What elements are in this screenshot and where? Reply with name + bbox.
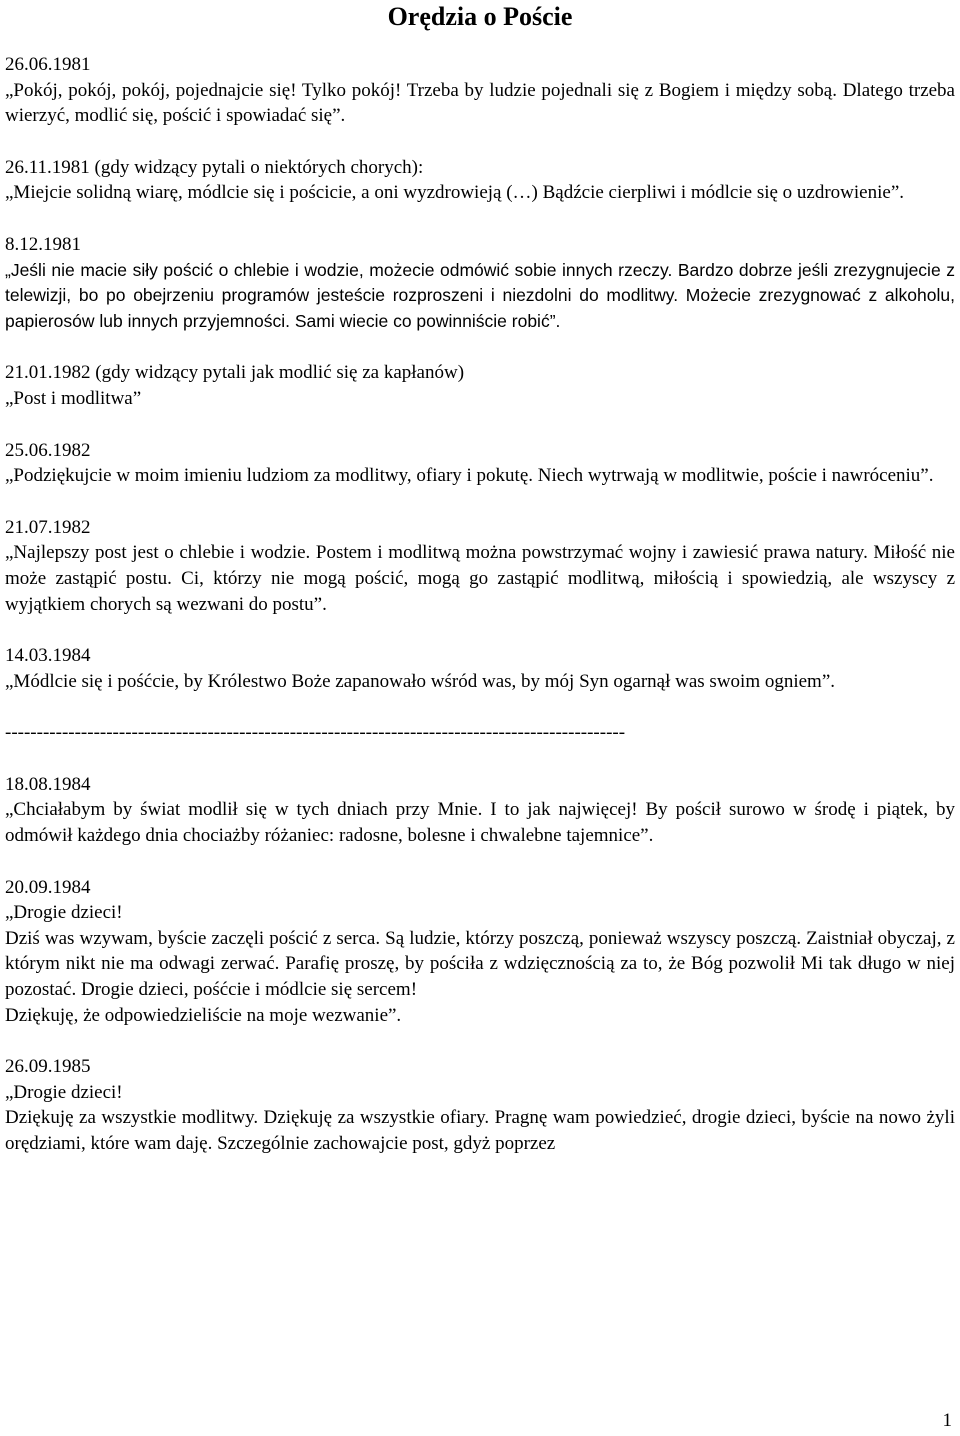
message-entry [5,643,955,694]
message-text: „Jeśli nie macie siły pościć o chlebie i wodzie, możecie odmówić sobie innych rzeczy. Bardzo dobrze jeśli zrezygnujecie z telewizji, bo po obejrzeniu programów jesteście rozproszeni i niezdolni do modlitwy. Możecie zrezygnować z alkoholu, papierosów lub innych przyjemności. Sami wiecie co powinniście robić”. [5,259,955,331]
message-date: 20.09.1984 [5,876,91,898]
message-text: „Chciałabym by świat modlił się w tych dniach przy Mnie. I to jak najwięcej! By pościł surowo w środę i piątek, by odmówił każdego dnia chociażby różaniec: radosne, bolesne i chwalebne tajemnice”. [5,799,955,847]
message-entry [5,52,955,129]
message-date: 21.01.1982 (gdy widzący pytali jak modlić się za kapłanów) [5,362,465,384]
message-date: 26.06.1981 [5,54,91,75]
message-entry [5,1054,955,1156]
page-number: 1 [942,1410,952,1431]
message-entry [5,155,955,206]
message-text: Dziękuję, że odpowiedzieliście na moje wezwanie”. [5,1004,402,1026]
section-divider: -------------------------------------------------------------------------------------------------- [5,722,626,744]
message-text: „Pokój, pokój, pokój, pojednajcie się! Tylko pokój! Trzeba by ludzie pojednali się z Bogiem i między sobą. Dlatego trzeba wierzyć, modlić się, pościć i spowiadać się”. [5,79,955,127]
message-entry [5,772,955,849]
message-date: 26.11.1981 (gdy widzący pytali o niektórych chorych): [5,156,424,178]
message-text: „Najlepszy post jest o chlebie i wodzie. Postem i modlitwą można powstrzymać wojny i zawiesić prawa natury. Miłość nie może zastąpić postu. Ci, którzy nie mogą pościć, mogą go zastąpić modlitwą, miłością i spowiedzią, ale wszyscy z wyjątkiem chorych są wezwani do postu”. [5,542,955,615]
message-date: 14.03.1984 [5,645,91,667]
message-date: 21.07.1982 [5,516,91,538]
message-date: 26.09.1985 [5,1056,91,1078]
message-entry [5,515,955,617]
message-date: 25.06.1982 [5,439,91,461]
message-text: Dziękuję za wszystkie modlitwy. Dziękuję za wszystkie ofiary. Pragnę wam powiedzieć, drogie dzieci, byście na nowo żyli orędziami, które wam daję. Szczególnie zachowajcie post, gdyż poprzez [5,1107,955,1154]
message-text: „Drogie dzieci! [5,1081,123,1103]
message-entry [5,875,955,1029]
entries-before-divider [5,52,955,694]
message-text: „Miejcie solidną wiarę, módlcie się i pościcie, a oni wyzdrowieją (…) Bądźcie cierpliwi i módlcie się o uzdrowienie”. [5,182,905,204]
page-title: Orędzia o Poście [387,2,573,31]
message-entry [5,232,955,334]
message-text: „Post i modlitwa” [5,387,142,409]
message-text: „Módlcie się i pośćcie, by Królestwo Boże zapanowało wśród was, by mój Syn ogarnął was swoim ogniem”. [5,670,836,692]
message-entry [5,360,955,411]
message-date: 18.08.1984 [5,773,91,795]
message-text: „Podziękujcie w moim imieniu ludziom za modlitwy, ofiary i pokutę. Niech wytrwają w modlitwie, poście i nawróceniu”. [5,465,934,487]
message-text: Dziś was wzywam, byście zaczęli pościć z serca. Są ludzie, którzy poszczą, ponieważ wszyscy poszczą. Zaistniał obyczaj, z którym nikt nie ma odwagi zerwać. Parafię proszę, by pościła z wdzięcznością za to, że Bóg pozwolił Mi tak długo w niej pozostać. Drogie dzieci, pośćcie i módlcie się sercem! [5,927,955,1001]
message-entry [5,438,955,489]
document-page [5,0,955,1183]
message-text: „Drogie dzieci! [5,902,123,924]
message-date: 8.12.1981 [5,233,81,255]
entries-after-divider [5,772,955,1157]
